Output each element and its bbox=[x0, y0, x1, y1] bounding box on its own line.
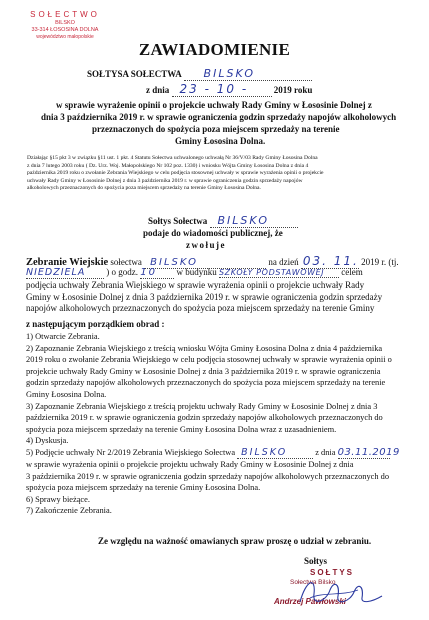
signature-stamp-sub: Sołectwa Bilsko bbox=[290, 579, 336, 586]
subject-line-1 bbox=[56, 100, 372, 110]
meeting-building: SZKOŁY PODSTAWOWEJ bbox=[219, 268, 339, 278]
legal-line: uchwały Rady Gminy w Łososinie Dolnej z dnia 3 października 2019 r. w sprawie ograniczenia godzin sprzedaży napojów bbox=[27, 177, 303, 184]
subject-line-3: przeznaczonych do spożycia poza miejscem sprzedaży na terenie bbox=[92, 124, 340, 134]
document-title: ZAWIADOMIENIE bbox=[138, 40, 291, 59]
legal-basis bbox=[27, 155, 417, 193]
item5-village: BILSKO bbox=[237, 447, 313, 459]
item5-cont bbox=[26, 459, 389, 517]
agenda-item: projekcie uchwały Rady Gminy w Łososinie Dolnej z dnia 3 października 2019 r. w sprawie ograniczenia bbox=[26, 366, 381, 376]
meeting-building-prefix: w budynku bbox=[176, 267, 217, 277]
stamp-line-3: 33-314 ŁOSOSINA DOLNA bbox=[31, 27, 99, 33]
meeting-line-2 bbox=[26, 267, 363, 279]
signature-label: Sołtys bbox=[304, 556, 328, 566]
agenda-item: spożycia poza miejscem sprzedaży na terenie Gminy Łososina Dolna wraz z uzasadnieniem. bbox=[26, 424, 337, 434]
stamp-line-2: BILSKO bbox=[55, 20, 75, 26]
agenda-label: z następującym porządkiem obrad : bbox=[26, 319, 165, 329]
legal-line: października 2019 roku o zwołanie Zebrania Wiejskiego w celu podjęcia stosownej uchwały w sprawie wyrażenia opinii o projekcie bbox=[27, 170, 324, 177]
agenda-item: godzin sprzedaży napojów alkoholowych przeznaczonych do spożycia poza miejscem sprzedaży na terenie bbox=[26, 378, 386, 388]
meeting-title: Zebranie Wiejskie bbox=[26, 257, 109, 268]
item5-line: spożycia poza miejscem sprzedaży na terenie Gminy Łososina Dolna. bbox=[26, 483, 261, 493]
signature-name: Andrzej Pawłowski bbox=[274, 597, 347, 606]
item5-date-prefix: z dnia bbox=[315, 448, 336, 457]
soltys-label: SOŁTYSA SOŁECTWA bbox=[87, 69, 182, 79]
meeting-day-value: 03. 11. bbox=[302, 254, 359, 268]
date-line bbox=[146, 82, 312, 97]
item5-line: w sprawie wyrażenia opinii o projekcie projektu uchwały Rady Gminy w Łososinie Dolnej z dnia bbox=[26, 460, 354, 469]
meeting-year-suffix: 2019 r. (tj. bbox=[361, 257, 399, 267]
meeting-body-line: napojów alkoholowych przeznaczonych do spożycia poza miejscem sprzedaży na terenie Gminy bbox=[26, 303, 375, 313]
item5-prefix: 5) Podjęcie uchwały Nr 2/2019 Zebrania Wiejskiego Sołectwa bbox=[26, 448, 236, 457]
meeting-hour: 10 bbox=[140, 267, 174, 279]
subject-line-2: dnia 3 października 2019 r. w sprawie ograniczenia godzin sprzedaży napojów alkoholowych bbox=[41, 112, 397, 122]
agenda-item: 2019 roku o zwołanie Zebrania Wiejskiego w celu podjęcia stosownej uchwały w sprawie wyrażenia opinii o bbox=[26, 355, 392, 365]
legal-line: Działając §15 pkt 3 w związku §11 ust. 1 pkt. 4 Statutu Sołectwa uchwalonego uchwałą Nr 36/V/03 Rady Gminy Łososina Dolna bbox=[27, 155, 318, 161]
meeting-on-day: na dzień bbox=[268, 257, 299, 267]
agenda-item: 3) Zapoznanie Zebrania Wiejskiego z treścią projektu uchwały Rady Gminy w Łososinie Dolnej z dnia 3 bbox=[26, 401, 378, 411]
date-prefix: z dnia bbox=[146, 85, 170, 95]
announce-line-3: zwołuje bbox=[186, 240, 226, 250]
agenda-item: 2) Zapoznanie Zebrania Wiejskiego z treścią wniosku Wójta Gminy Łososina Dolna z dnia 4 października bbox=[26, 343, 383, 353]
stamp-line-1: SOŁECTWO bbox=[30, 10, 100, 19]
closing-text: Ze względu na ważność omawianych spraw proszę o udział w zebraniu. bbox=[98, 536, 372, 546]
meeting-weekday: NIEDZIELA bbox=[26, 267, 104, 279]
meeting-village: BILSKO bbox=[144, 257, 266, 269]
agenda-item: Gminy Łososina Dolna. bbox=[26, 389, 107, 399]
legal-line: alkoholowych przeznaczonych do spożycia poza miejscem sprzedaży na terenie Gminy Łososina Dolna. bbox=[27, 185, 261, 192]
date-value: 23 - 10 - bbox=[172, 82, 272, 97]
soltys-value: BILSKO bbox=[184, 67, 312, 81]
announce-line bbox=[148, 214, 298, 228]
subject-text-1: w sprawie wyrażenie opinii o projekcie uchwały Rady Gminy w Łososinie Dolnej z bbox=[56, 100, 372, 110]
meeting-body bbox=[26, 280, 382, 315]
agenda-item: 7) Zakończenie Zebrania. bbox=[26, 506, 112, 516]
agenda-item: 4) Dyskusja. bbox=[26, 436, 69, 446]
announce-label: Sołtys Sołectwa bbox=[148, 216, 208, 226]
agenda-item: 1) Otwarcie Zebrania. bbox=[26, 332, 100, 341]
meeting-solectwa: sołectwa bbox=[110, 257, 142, 267]
agenda-item: 6) Sprawy bieżące. bbox=[26, 494, 90, 504]
agenda-list bbox=[26, 331, 392, 447]
meeting-hour-prefix: ) o godz. bbox=[106, 267, 138, 277]
agenda-item-5 bbox=[26, 447, 400, 459]
handwritten-signature bbox=[292, 572, 392, 612]
date-suffix: 2019 roku bbox=[273, 85, 313, 95]
meeting-purpose-end: celem bbox=[341, 267, 363, 277]
meeting-body-line: podjęcia uchwały Zebrania Wiejskiego w sprawie wyrażenia opinii o projekcie uchwały Rady bbox=[26, 280, 365, 290]
signature-stamp-title: SOŁTYS bbox=[310, 568, 355, 577]
soltys-line bbox=[87, 67, 312, 81]
legal-line: z dnia 7 lutego 2003 roku ( Dz. Urz. Woj. Małopolskiego Nr 102 poz. 1330) i wniosku Wójta Gminy Łososina Dolna z dnia 4 bbox=[27, 162, 309, 169]
item5-date-value: 03.11.2019 bbox=[337, 447, 400, 458]
announce-value: BILSKO bbox=[210, 214, 298, 228]
agenda-item: października 2019 r. w sprawie ograniczenia godzin sprzedaży napojów alkoholowych przeznaczonych do bbox=[26, 413, 383, 423]
signature-stamp bbox=[262, 568, 392, 618]
announce-line-2: podaje do wiadomości publicznej, że bbox=[143, 228, 283, 238]
meeting-body-line: Gminy w Łososinie Dolnej z dnia 3 października 2019 r. w sprawie ograniczenia godzin sprzedaży bbox=[26, 291, 383, 302]
stamp-line-4: województwo małopolskie bbox=[36, 34, 94, 40]
village-stamp bbox=[6, 10, 124, 41]
item5-line: 3 października 2019 r. w sprawie ograniczenia godzin sprzedaży napojów alkoholowych przeznaczonych do bbox=[26, 471, 390, 481]
subject-line-4: Gminy Łososina Dolna. bbox=[175, 136, 266, 146]
